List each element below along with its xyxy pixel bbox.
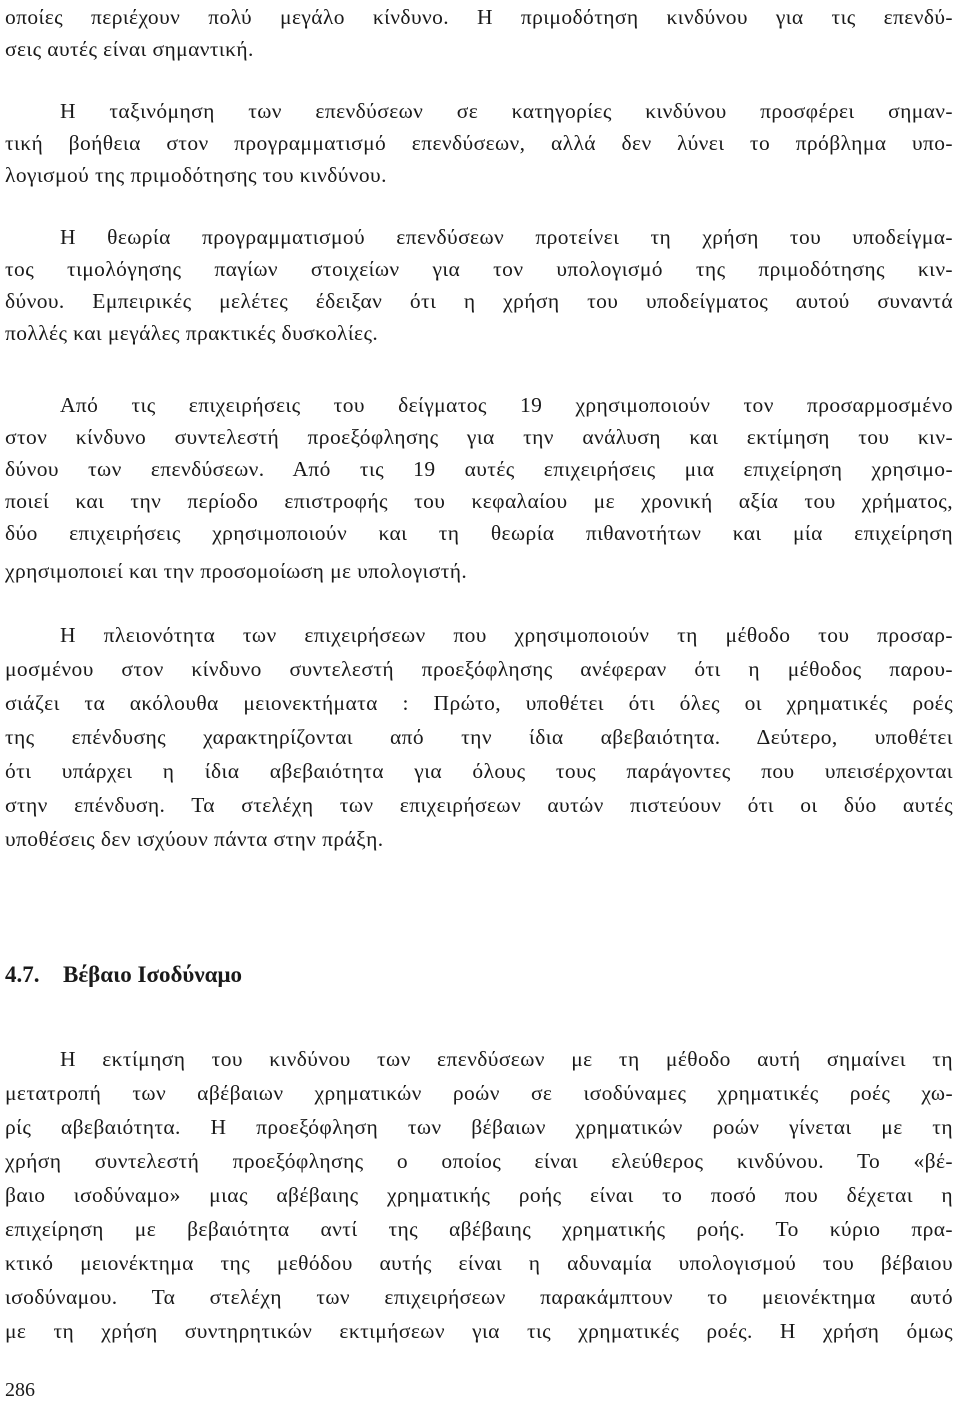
text-line: βαιο ισοδύναμο» μιας αβέβαιης χρηματικής ροής είναι το ποσό που δέχεται η <box>5 1183 953 1207</box>
text-line: Η θεωρία προγραμματισμού επενδύσεων προτείνει τη χρήση του υποδείγμα- <box>60 225 953 249</box>
text-line: πολλές και μεγάλες πρακτικές δυσκολίες. <box>5 321 379 345</box>
text-line: τική βοήθεια στον προγραμματισμό επενδύσεων, αλλά δεν λύνει το πρόβλημα υπο- <box>5 131 953 155</box>
text-line: επιχείρηση με βεβαιότητα αντί της αβέβαιης χρηματικής ροής. Το κύριο πρα- <box>5 1217 953 1241</box>
text-line: στην επένδυση. Τα στελέχη των επιχειρήσεων αυτών πιστεύουν ότι οι δύο αυτές <box>5 793 953 817</box>
section-title: Βέβαιο Ισοδύναμο <box>63 962 242 987</box>
text-line: Από τις επιχειρήσεις του δείγματος 19 χρησιμοποιούν τον προσαρμοσμένο <box>60 393 953 417</box>
text-line: ρίς αβεβαιότητα. Η προεξόφληση των βέβαιων χρηματικών ροών γίνεται με τη <box>5 1115 953 1139</box>
text-line: χρησιμοποιεί και την προσομοίωση με υπολογιστή. <box>5 559 468 583</box>
text-line: Η πλειονότητα των επιχειρήσεων που χρησιμοποιούν τη μέθοδο του προσαρ- <box>60 623 953 647</box>
text-line: ότι υπάρχει η ίδια αβεβαιότητα για όλους τους παράγοντες που υπεισέρχονται <box>5 759 953 783</box>
section-number: 4.7. <box>5 962 40 987</box>
text-line: κτικό μειονέκτημα της μεθόδου αυτής είναι η αδυναμία υπολογισμού του βέβαιου <box>5 1251 953 1275</box>
text-line: μετατροπή των αβέβαιων χρηματικών ροών σε ισοδύναμες χρηματικές ροές χω- <box>5 1081 953 1105</box>
text-line: οποίες περιέχουν πολύ μεγάλο κίνδυνο. Η πριμοδότηση κινδύνου για τις επενδύ- <box>5 5 953 29</box>
text-line: Η ταξινόμηση των επενδύσεων σε κατηγορίες κινδύνου προσφέρει σημαν- <box>60 99 953 123</box>
text-line: σεις αυτές είναι σημαντική. <box>5 37 254 61</box>
text-line: δύνου. Εμπειρικές μελέτες έδειξαν ότι η χρήση του υποδείγματος αυτού συναντά <box>5 289 953 313</box>
page-number: 286 <box>5 1379 35 1401</box>
text-line: ισοδύναμου. Τα στελέχη των επιχειρήσεων παρακάμπτουν το μειονέκτημα αυτό <box>5 1285 953 1309</box>
section-heading <box>5 960 242 990</box>
text-line: ποιεί και την περίοδο επιστροφής του κεφαλαίου με χρονική αξία του χρήματος, <box>5 489 953 513</box>
text-line: τος τιμολόγησης παγίων στοιχείων για τον υπολογισμό της πριμοδότησης κιν- <box>5 257 953 281</box>
text-line: λογισμού της πριμοδότησης του κινδύνου. <box>5 163 387 187</box>
text-line: με τη χρήση συντηρητικών εκτιμήσεων για τις χρηματικές ροές. Η χρήση όμως <box>5 1319 953 1343</box>
text-line: χρήση συντελεστή προεξόφλησης ο οποίος είναι ελεύθερος κινδύνου. Το «βέ- <box>5 1149 953 1173</box>
text-line: δύνου των επενδύσεων. Από τις 19 αυτές επιχειρήσεις μια επιχείρηση χρησιμο- <box>5 457 953 481</box>
text-line: σιάζει τα ακόλουθα μειονεκτήματα : Πρώτο, υποθέτει ότι όλες οι χρηματικές ροές <box>5 691 953 715</box>
text-line: μοσμένου στον κίνδυνο συντελεστή προεξόφλησης ανέφεραν ότι η μέθοδος παρου- <box>5 657 953 681</box>
text-line: στον κίνδυνο συντελεστή προεξόφλησης για την ανάλυση και εκτίμηση του κιν- <box>5 425 953 449</box>
text-line: Η εκτίμηση του κινδύνου των επενδύσεων με τη μέθοδο αυτή σημαίνει τη <box>60 1047 953 1071</box>
text-line: υποθέσεις δεν ισχύουν πάντα στην πράξη. <box>5 827 384 851</box>
text-line: δύο επιχειρήσεις χρησιμοποιούν και τη θεωρία πιθανοτήτων και μία επιχείρηση <box>5 521 953 545</box>
text-line: της επένδυσης χαρακτηρίζονται από την ίδια αβεβαιότητα. Δεύτερο, υποθέτει <box>5 725 953 749</box>
